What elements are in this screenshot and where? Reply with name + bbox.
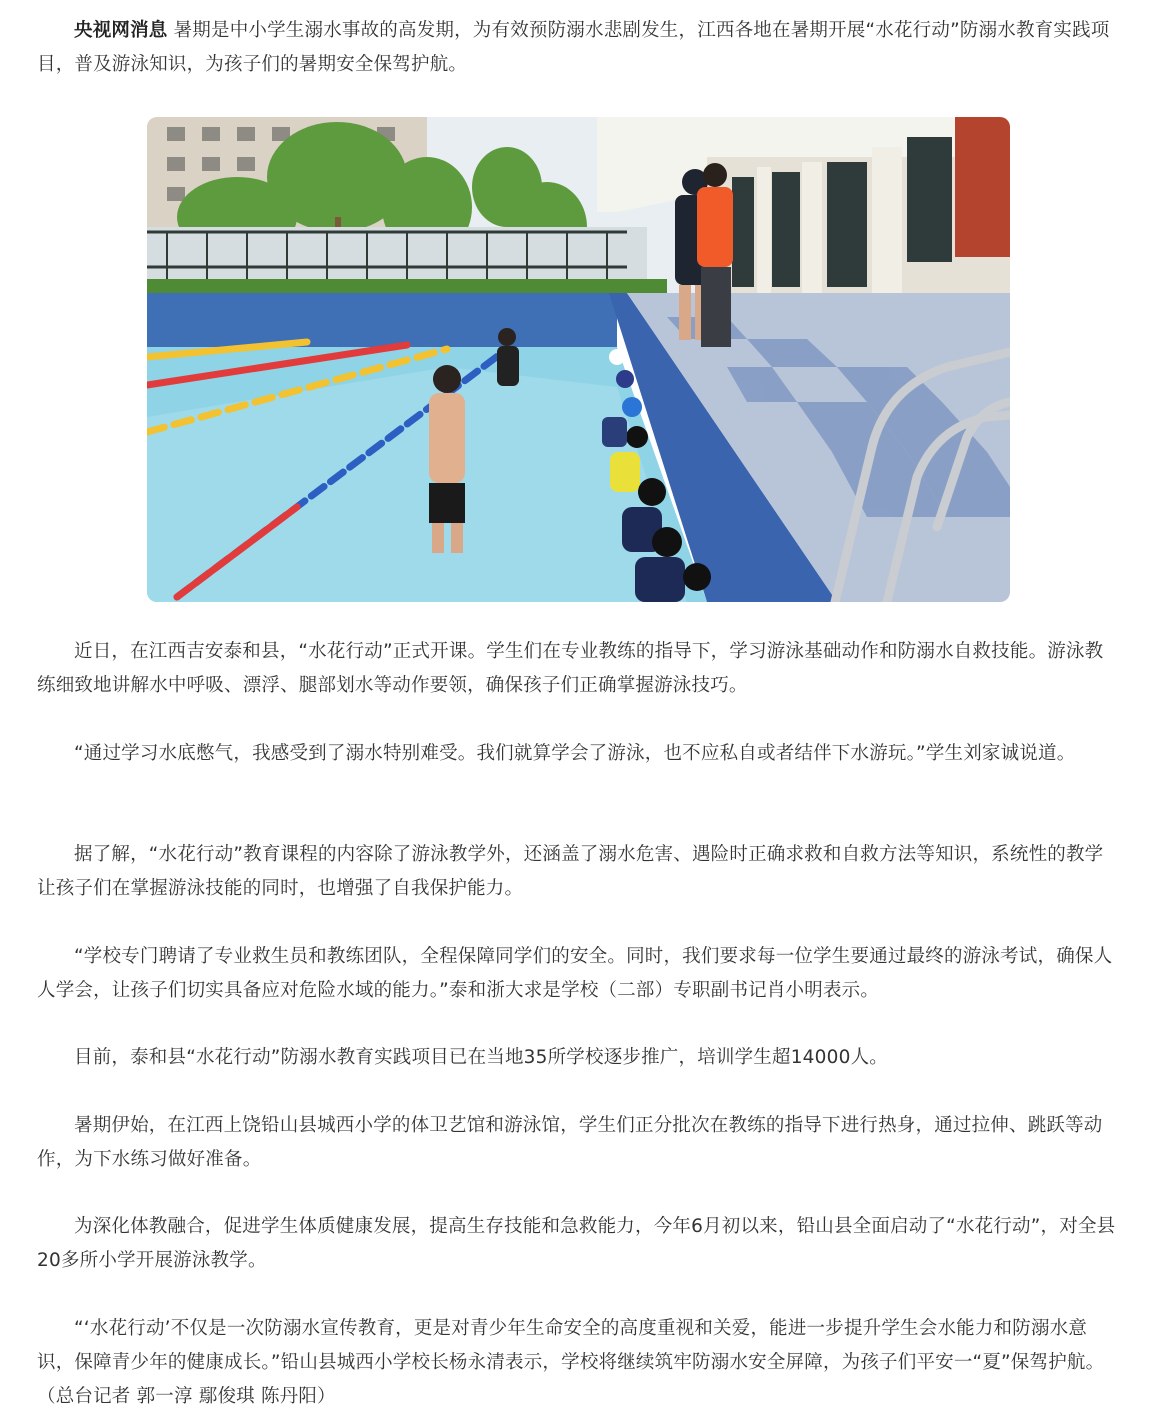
paragraph-4: “学校专门聘请了专业救生员和教练团队，全程保障同学们的安全。同时，我们要求每一位学生要通过最终的游泳考试，确保人人学会，让孩子们切实具备应对危险水域的能力。”泰和浙大求是学校（二部）专职副书记肖小明表示。 bbox=[37, 946, 1113, 1001]
paragraph-2: “通过学习水底憋气，我感受到了溺水特别难受。我们就算学会了游泳，也不应私自或者结伴下水游玩。”学生刘家诚说道。 bbox=[74, 743, 1076, 764]
background-coach-figure bbox=[497, 328, 519, 386]
paragraph-3: 据了解，“水花行动”教育课程的内容除了游泳教学外，还涵盖了溺水危害、遇险时正确求救和自救方法等知识，系统性的教学让孩子们在掌握游泳技能的同时，也增强了自我保护能力。 bbox=[37, 844, 1104, 899]
paragraph-5: 目前，泰和县“水花行动”防溺水教育实践项目已在当地35所学校逐步推广，培训学生超14000人。 bbox=[74, 1047, 888, 1068]
fence-area bbox=[147, 227, 647, 287]
article-photo bbox=[147, 117, 1010, 602]
paragraph-6: 暑期伊始，在江西上饶铅山县城西小学的体卫艺馆和游泳馆，学生们正分批次在教练的指导下进行热身，通过拉伸、跳跃等动作，为下水练习做好准备。 bbox=[37, 1115, 1103, 1170]
lead-text: 暑期是中小学生溺水事故的高发期，为有效预防溺水悲剧发生，江西各地在暑期开展“水花行动”防溺水教育实践项目，普及游泳知识，为孩子们的暑期安全保驾护航。 bbox=[37, 20, 1110, 75]
lead-paragraph bbox=[37, 14, 1117, 82]
paragraph-7: 为深化体教融合，促进学生体质健康发展，提高生存技能和急救能力，今年6月初以来，铅山县全面启动了“水花行动”，对全县20多所小学开展游泳教学。 bbox=[37, 1216, 1116, 1271]
news-source-label: 央视网消息 bbox=[74, 20, 168, 41]
paragraph-1: 近日，在江西吉安泰和县，“水花行动”正式开课。学生们在专业教练的指导下，学习游泳基础动作和防溺水自救技能。游泳教练细致地讲解水中呼吸、漂浮、腿部划水等动作要领，确保孩子们正确掌握游泳技巧。 bbox=[37, 641, 1104, 696]
hedge bbox=[147, 279, 667, 293]
brick-pillar bbox=[955, 117, 1010, 257]
paragraph-8: “‘水花行动’不仅是一次防溺水宣传教育，更是对青少年生命安全的高度重视和关爱，能进一步提升学生会水能力和防溺水意识，保障青少年的健康成长。”铅山县城西小学校长杨永清表示，学校将继续筑牢防溺水安全屏障，为孩子们平安一“夏”保驾护航。（总台记者 郭一淳 鄢俊琪 陈丹阳） bbox=[37, 1318, 1105, 1407]
swimming-pool-photo bbox=[147, 117, 1010, 602]
pool-back-wall bbox=[147, 293, 617, 347]
